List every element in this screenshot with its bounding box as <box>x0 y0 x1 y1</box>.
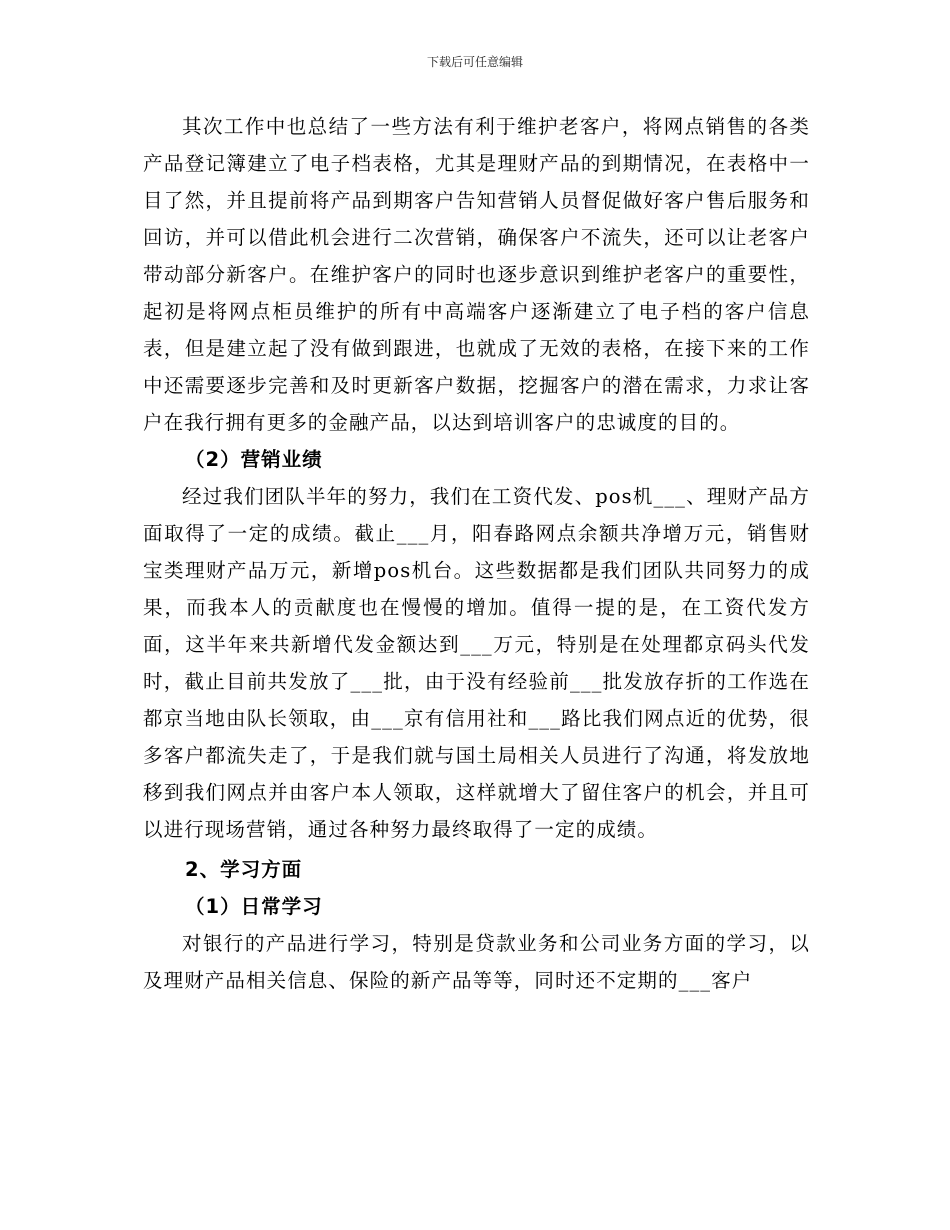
paragraph-daily-study: 对银行的产品进行学习，特别是贷款业务和公司业务方面的学习，以及理财产品相关信息、保险的新产品等等，同时还不定期的___客户 <box>143 932 810 992</box>
paragraph-sales-performance: 经过我们团队半年的努力，我们在工资代发、pos机___、理财产品方面取得了一定的成绩。截止___月，阳春路网点余额共净增万元，销售财宝类理财产品万元，新增pos机台。这些数据都是我们团队共同努力的成果，而我本人的贡献度也在慢慢的增加。值得一提的是，在工资代发方面，这半年来共新增代发金额达到___万元，特别是在处理都京码头代发时，截止目前共发放了___批，由于没有经验前___批发放存折的工作选在都京当地由队长领取，由___京有信用社和___路比我们网点近的优势，很多客户都流失走了，于是我们就与国土局相关人员进行了沟通，将发放地移到我们网点并由客户本人领取，这样就增大了留住客户的机会，并且可以进行现场营销，通过各种努力最终取得了一定的成绩。 <box>143 485 810 841</box>
paragraph-client-maintenance: 其次工作中也总结了一些方法有利于维护老客户，将网点销售的各类产品登记簿建立了电子档表格，尤其是理财产品的到期情况，在表格中一目了然，并且提前将产品到期客户告知营销人员督促做好客户售后服务和回访，并可以借此机会进行二次营销，确保客户不流失，还可以让老客户带动部分新客户。在维护客户的同时也逐步意识到维护老客户的重要性，起初是将网点柜员维护的所有中高端客户逐渐建立了电子档的客户信息表，但是建立起了没有做到跟进，也就成了无效的表格，在接下来的工作中还需要逐步完善和及时更新客户数据，挖掘客户的潜在需求，力求让客户在我行拥有更多的金融产品，以达到培训客户的忠诚度的目的。 <box>143 115 810 434</box>
heading-study: 2、学习方面 <box>185 858 303 881</box>
heading-daily-study: （1）日常学习 <box>185 895 323 918</box>
document-body <box>143 108 810 999</box>
page-header: 下载后可任意编辑 <box>426 55 523 69</box>
heading-sales-performance: （2）营销业绩 <box>185 448 323 471</box>
